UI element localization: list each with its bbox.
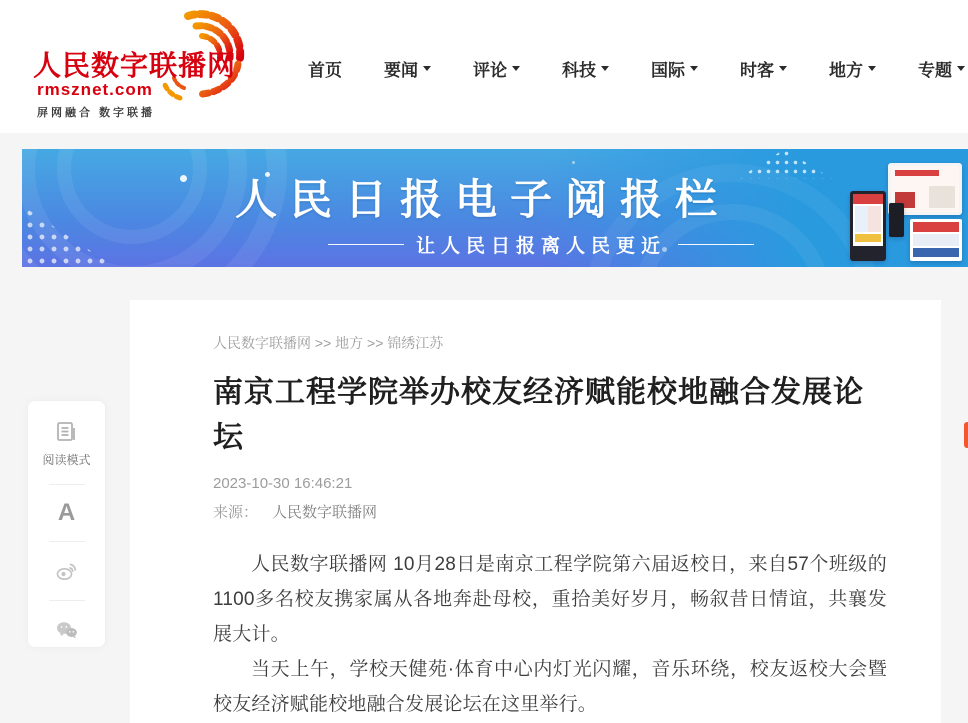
chevron-down-icon (779, 66, 787, 71)
banner-ad[interactable] (22, 149, 968, 267)
article-toolbar (27, 400, 106, 648)
floating-widget[interactable] (964, 422, 968, 448)
banner-subtitle-text: 让人民日报离人民更近 (416, 236, 667, 257)
share-wechat-button[interactable] (54, 617, 80, 643)
toolbar-divider (49, 541, 85, 542)
nav-item-news[interactable] (384, 56, 431, 81)
article-source-label: 来源： (213, 504, 259, 521)
font-size-label: A (57, 499, 76, 526)
weibo-icon (54, 558, 80, 584)
chevron-down-icon (868, 66, 876, 71)
banner-spark (180, 175, 187, 182)
nav-item-local[interactable] (829, 56, 876, 81)
nav-item-tech[interactable] (562, 56, 609, 81)
device-phone (889, 203, 904, 237)
toolbar-divider (49, 600, 85, 601)
site-header (0, 0, 968, 133)
site-logo[interactable] (25, 14, 240, 122)
share-weibo-button[interactable] (54, 558, 80, 584)
nav-item-home[interactable] (308, 56, 342, 81)
device-kiosk (850, 191, 886, 261)
reading-mode-button[interactable] (42, 419, 90, 468)
chevron-down-icon (423, 66, 431, 71)
banner-subtitle-line (328, 244, 404, 245)
toolbar-divider (49, 484, 85, 485)
device-panel (910, 219, 962, 261)
article-card (130, 300, 941, 723)
nav-item-international[interactable] (651, 56, 698, 81)
article-title: 南京工程学院举办校友经济赋能校地融合发展论坛 (213, 376, 864, 454)
article-source (213, 501, 887, 522)
banner-subtitle-line (678, 244, 754, 245)
chevron-down-icon (601, 66, 609, 71)
article-body (213, 547, 887, 722)
breadcrumb[interactable]: 人民数字联播网 >> 地方 >> 锦绣江苏 (213, 335, 444, 351)
article-paragraph: 人民数字联播网 10月28日是南京工程学院第六届返校日，来自57个班级的1100多名校友携家属从各地奔赴母校，重拾美好岁月，畅叙昔日情谊，共襄发展大计。 (213, 554, 887, 645)
reading-mode-icon (53, 419, 79, 445)
banner-title: 人民日报电子阅报栏 (235, 178, 731, 224)
logo-title: 人民数字联播网 (33, 50, 237, 81)
article-date: 2023-10-30 16:46:21 (213, 475, 353, 492)
article-source-value: 人民数字联播网 (272, 504, 378, 521)
nav-label: 评论 (473, 61, 507, 80)
main-nav (266, 56, 965, 81)
logo-domain: rmsznet.com (37, 80, 153, 99)
banner-devices-illustration (802, 159, 962, 263)
nav-label: 科技 (562, 61, 596, 80)
wechat-icon (54, 617, 80, 643)
nav-item-special[interactable] (918, 56, 965, 81)
article-paragraph: 当天上午，学校天健苑·体育中心内灯光闪耀，音乐环绕，校友返校大会暨校友经济赋能校地融合发展论坛在这里举行。 (213, 659, 887, 715)
nav-label: 地方 (829, 61, 863, 80)
chevron-down-icon (690, 66, 698, 71)
reading-mode-label: 阅读模式 (42, 453, 91, 467)
font-size-button[interactable] (58, 501, 75, 525)
nav-label: 国际 (651, 61, 685, 80)
nav-label: 要闻 (384, 61, 418, 80)
chevron-down-icon (512, 66, 520, 71)
nav-item-shike[interactable] (740, 56, 787, 81)
nav-item-comment[interactable] (473, 56, 520, 81)
chevron-down-icon (957, 66, 965, 71)
banner-spark (572, 161, 575, 164)
logo-tagline: 屏网融合 数字联播 (37, 107, 156, 119)
banner-subtitle (328, 231, 754, 258)
nav-label: 专题 (918, 61, 952, 80)
nav-label: 时客 (740, 61, 774, 80)
nav-label: 首页 (308, 61, 342, 80)
